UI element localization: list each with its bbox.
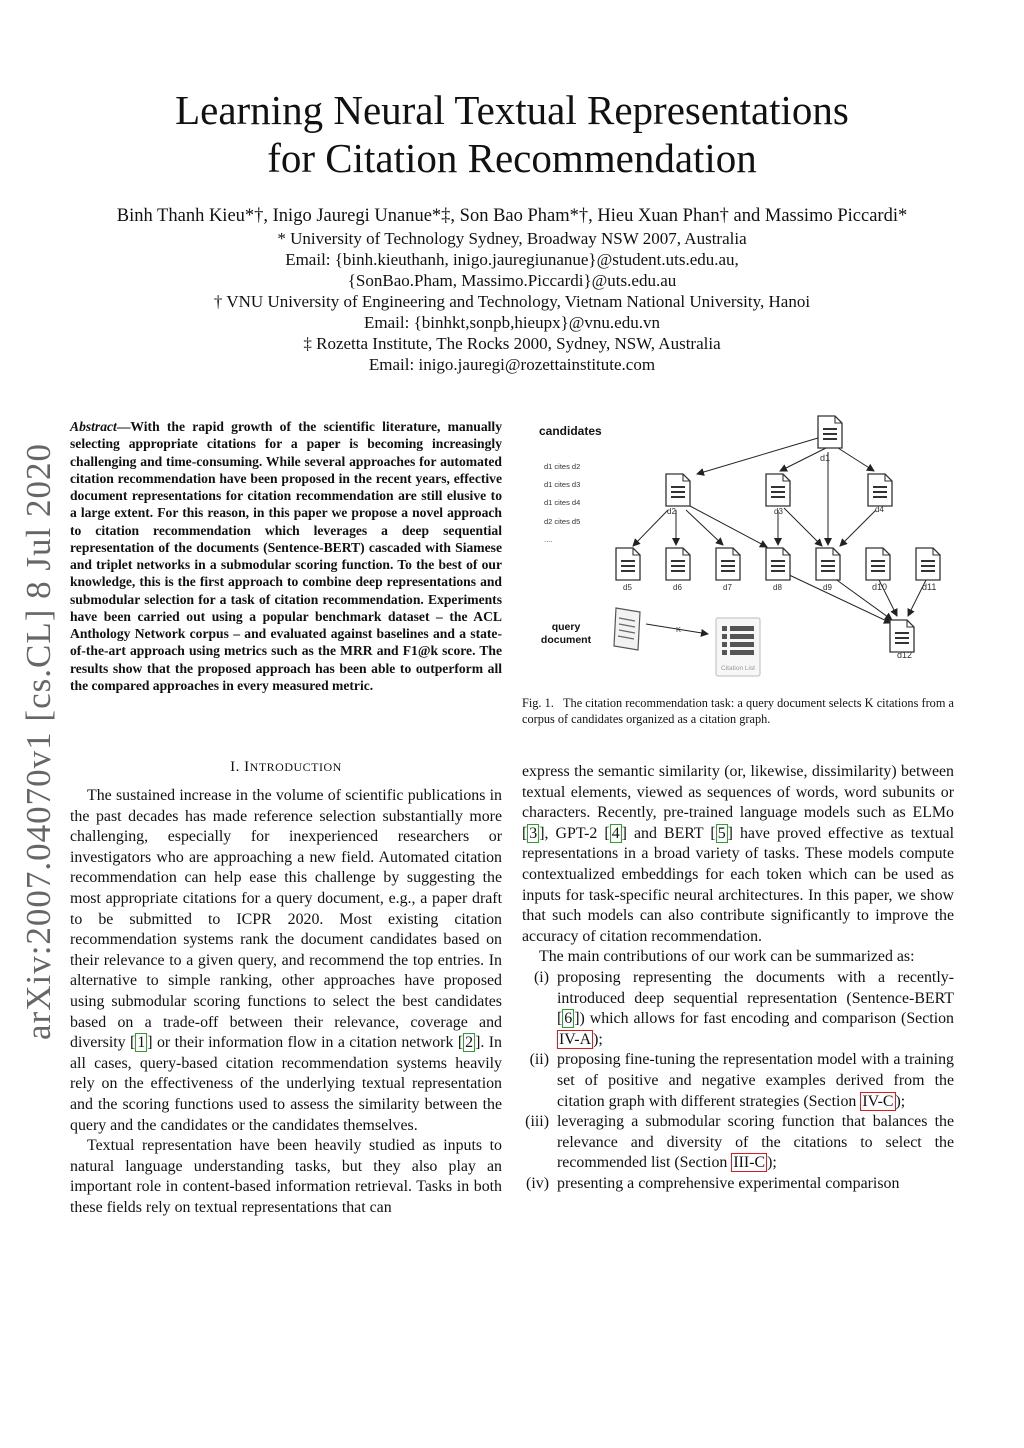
citation-link-3[interactable]: 3 (529, 824, 538, 842)
author-block (0, 206, 1024, 375)
query-label-line-1: query (551, 621, 581, 633)
right-p1-part-d: have proved effective as textual representations in a broad variety of tasks. These models compute contextualized embeddings for each token which can be used as inputs for task-specific neural architectures. In this paper, we show that such models can also contribute significantly to improve the accuracy of citation recommendation. (522, 824, 955, 945)
list-item-text: ); (895, 1092, 906, 1110)
query-label-line-2: document (540, 634, 592, 646)
list-item (522, 1112, 954, 1174)
list-item-text: proposing representing the documents with a recently-introduced deep sequential representation (Sentence-BERT (557, 968, 954, 1007)
section-name-initial: I (244, 759, 250, 775)
list-item-number: (iv) (526, 1174, 549, 1192)
citation-link-2[interactable]: 2 (465, 1034, 474, 1052)
citation-link-4[interactable]: 4 (611, 824, 620, 842)
node-d5 (616, 548, 640, 592)
introduction-text (70, 786, 502, 1218)
list-item-number: (iii) (525, 1113, 549, 1131)
list-item-text: leveraging a submodular scoring function that balances the relevance and diversity of the citations to select the recommended list (Section (557, 1113, 954, 1172)
right-p1-part-c: and BERT (626, 824, 711, 842)
citation-graph-diagram (522, 408, 957, 683)
figure-caption (522, 696, 954, 727)
svg-text:d8: d8 (773, 583, 782, 592)
list-item (522, 1174, 954, 1195)
graph-edges (633, 438, 927, 634)
right-p1-part-b: , GPT-2 (544, 824, 605, 842)
contributions-list (522, 968, 954, 1195)
svg-text:d2: d2 (667, 507, 676, 516)
cites-entry-4: d2 cites d5 (544, 517, 581, 526)
right-paragraph-1: express the semantic similarity (or, likewise, dissimilarity) between textual elements, viewed as sequences of words, word subunits or characters. Recently, pre-trained language models such as ELMo [ 3 ], GPT-2 [ 4 ] and BERT [ 5 ] have proved effective as textual representations in a broad variety of tasks. These models compute contextualized embeddings for each token which can be used as inputs for task-specific neural architectures. In this paper, we show that such models can also contribute significantly to improve the accuracy of citation recommendation. (522, 763, 955, 945)
affiliation-2: † VNU University of Engineering and Technology, Vietnam National University, Hanoi (213, 292, 811, 311)
svg-text:d4: d4 (875, 505, 884, 514)
right-p1-part-a: express the semantic similarity (or, likewise, dissimilarity) between textual elements, viewed as sequences of words, word subunits or characters. Recently, pre-trained language models such as ELMo (522, 763, 954, 822)
caption-label: Fig. 1. (522, 696, 554, 710)
affiliation-1: * University of Technology Sydney, Broadway NSW 2007, Australia (277, 229, 747, 248)
node-d12 (890, 620, 914, 660)
abstract (70, 418, 502, 694)
node-d4 (868, 474, 892, 514)
cites-entry-3: d1 cites d4 (544, 498, 581, 507)
k-label: K (676, 625, 682, 634)
list-item (522, 1050, 954, 1112)
list-item-text: presenting a comprehensive experimental comparison (557, 1174, 900, 1192)
list-item-text: ); (767, 1154, 777, 1172)
affiliation-3: ‡ Rozetta Institute, The Rocks 2000, Sydney, NSW, Australia (303, 334, 721, 353)
svg-text:d9: d9 (823, 583, 832, 592)
section-numeral: I. (230, 759, 240, 775)
cites-entry-1: d1 cites d2 (544, 462, 581, 471)
cites-entry-5: .... (544, 535, 553, 544)
node-d9 (816, 548, 840, 592)
right-column-text (522, 762, 954, 1194)
abstract-text: —With the rapid growth of the scientific literature, manually selecting appropriate citations for a paper is becoming increasingly challenging and time-consuming. While several approaches for automated citation recommendation have been proposed in the recent years, effective document representations for citation recommendation are still elusive to a large extent. For this reason, in this paper we propose a novel approach to citation recommendation which leverages a deep sequential representation of the documents (Sentence-BERT) cascaded with Siamese and triplet networks in a submodular scoring function. To the best of our knowledge, this is the first approach to combine deep representations and submodular selection for a task of citation recommendation. Experiments have been carried out using a popular benchmark dataset – the ACL Anthology Network corpus – and evaluated against baselines and a state-of-the-art approach using metrics such as the MRR and F1@k score. The results show that the proposed approach has been able to outperform all the compared approaches in every measured metric. (70, 419, 502, 693)
query-document-icon (614, 608, 640, 650)
arxiv-identifier: arXiv:2007.04070v1 [cs.CL] 8 Jul 2020 (19, 443, 58, 1040)
svg-text:d3: d3 (774, 507, 783, 516)
svg-text:d6: d6 (673, 583, 682, 592)
svg-text:d10: d10 (872, 582, 888, 592)
svg-text:d12: d12 (897, 650, 913, 660)
node-d8 (766, 548, 790, 592)
author-names: Binh Thanh Kieu*†, Inigo Jauregi Unanue*‡, Son Bao Pham*†, Hieu Xuan Phan† and Massimo Piccardi* (116, 206, 908, 226)
svg-text:d7: d7 (723, 583, 732, 592)
intro-p1-part-b: or their information flow in a citation network (152, 1034, 458, 1052)
svg-text:d5: d5 (623, 583, 632, 592)
section-link-iv-a[interactable]: IV-A (559, 1030, 592, 1048)
svg-text:d1: d1 (820, 453, 831, 463)
list-item-number: (ii) (529, 1051, 549, 1069)
list-item-text: proposing fine-tuning the representation model with a training set of positive and negative examples derived from the citation graph with different strategies (Section (557, 1051, 954, 1110)
list-item-number: (i) (534, 968, 549, 986)
email-2: Email: {binhkt,sonpb,hieupx}@vnu.edu.vn (364, 313, 660, 332)
email-1a: Email: {binh.kieuthanh, inigo.jauregiunanue}@student.uts.edu.au, (285, 250, 739, 269)
citation-link-6[interactable]: 6 (564, 1010, 573, 1028)
node-d7 (716, 548, 740, 592)
list-item: (i) proposing representing the documents with a recently-introduced deep sequential representation (Sentence-BERT [ 6 ]) which allows for fast encoding and comparison (Section IV-A ); (522, 968, 954, 1050)
node-d1 (818, 416, 842, 463)
svg-text:d11: d11 (922, 582, 937, 592)
section-name-rest: NTRODUCTION (249, 760, 342, 774)
citation-link-1[interactable]: 1 (137, 1034, 146, 1052)
figure-citation-graph (522, 408, 957, 683)
email-3: Email: inigo.jauregi@rozettainstitute.com (368, 355, 656, 374)
node-d11 (916, 548, 940, 592)
abstract-label: Abstract (70, 419, 117, 434)
candidates-label: candidates (539, 424, 602, 438)
caption-text: The citation recommendation task: a query document selects K citations from a corpus of candidates organized as a citation graph. (522, 696, 954, 726)
node-d10 (866, 548, 890, 592)
citation-list-label: Citation List (721, 665, 755, 672)
intro-paragraph-1: The sustained increase in the volume of scientific publications in the past decades has made reference selection substantially more challenging, especially for inexperienced researchers or investigators who are approaching a new field. Automated citation recommendation can help ease this challenge by suggesting the most appropriate citations for a query document, e.g., a paper draft to be submitted to ICPR 2020. Most existing citation recommendation systems rank the document candidates based on their relevance to a given query, and recommend the top entries. In alternative to simple ranking, other approaches have proposed using submodular scoring functions to select the best candidates based on a trade-off between their relevance, coverage and diversity [ 1 ] or their information flow in a citation network [ 2 ]. In all cases, query-based citation recommendation systems heavily rely on the effectiveness of the underlying textual representation and the scoring functions used to assess the similarity between the query and the candidates or the candidates themselves. (70, 787, 502, 1134)
cites-entry-2: d1 cites d3 (544, 480, 581, 489)
title-line-2: for Citation Recommendation (267, 135, 757, 181)
node-d6 (666, 548, 690, 592)
list-item-text: ); (593, 1030, 603, 1048)
section-link-iv-c[interactable]: IV-C (862, 1092, 894, 1110)
list-item-text: ) which allows for fast encoding and comparison (Section (579, 1010, 954, 1028)
intro-paragraph-2: Textual representation have been heavily studied as inputs to natural language understanding tasks, but they also play an important role in content-based information retrieval. Tasks in both these fields rely on textual representations that can (70, 1137, 502, 1216)
section-link-iii-c[interactable]: III-C (733, 1154, 766, 1172)
email-1b: {SonBao.Pham, Massimo.Piccardi}@uts.edu.au (347, 271, 677, 290)
right-paragraph-2: The main contributions of our work can be summarized as: (539, 948, 915, 966)
paper-title (0, 86, 1024, 182)
intro-p1-part-a: The sustained increase in the volume of scientific publications in the past decades has made reference selection substantially more challenging, especially for inexperienced researchers or investigators who are approaching a new field. Automated citation recommendation can help ease this challenge by suggesting the most appropriate citations for a query document, e.g., a paper draft to be submitted to ICPR 2020. Most existing citation recommendation systems rank the document candidates based on their relevance to a given query, and recommend the top entries. In alternative to simple ranking, other approaches have proposed using submodular scoring functions to select the best candidates based on a trade-off between their relevance, coverage and diversity (70, 787, 502, 1052)
intro-p1-part-c: . In all cases, query-based citation recommendation systems heavily rely on the effectiveness of the underlying textual representation and the scoring functions used to assess the similarity between the query and the candidates or the candidates themselves. (70, 1034, 502, 1134)
title-line-1: Learning Neural Textual Representations (175, 87, 849, 133)
citation-link-5[interactable]: 5 (717, 824, 726, 842)
section-heading-introduction (70, 759, 502, 776)
